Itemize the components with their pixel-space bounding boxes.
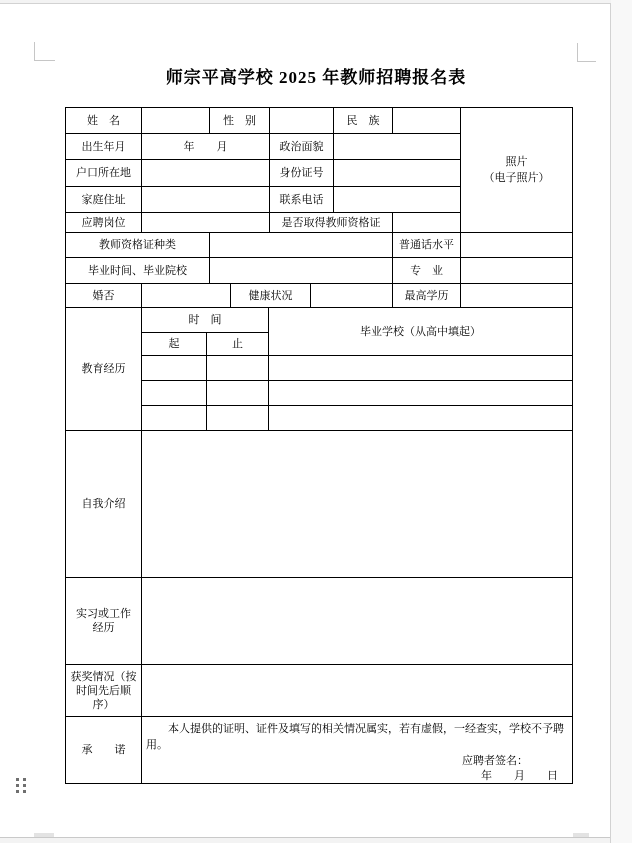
- phone-input-cell[interactable]: [334, 187, 461, 213]
- photo-label-line1: 照片: [505, 156, 528, 168]
- home-address-label: 家庭住址: [66, 187, 142, 213]
- birthdate-label: 出生年月: [66, 134, 142, 160]
- position-input-cell[interactable]: [142, 213, 270, 233]
- mandarin-level-input-cell[interactable]: [461, 233, 573, 258]
- application-form-table: [65, 107, 573, 784]
- applicant-signature-label: 应聘者签名：: [462, 755, 528, 767]
- signature-date-label: 年 月 日: [481, 770, 558, 782]
- cert-type-label: 教师资格证种类: [66, 233, 210, 258]
- margin-crop-mark-bottom-right: [573, 833, 589, 837]
- workspace-bottom-strip: [0, 838, 611, 843]
- phone-label: 联系电话: [270, 187, 334, 213]
- teacher-cert-input-cell[interactable]: [393, 213, 461, 233]
- id-number-input-cell[interactable]: [334, 160, 461, 187]
- education-time-header: 时 间: [142, 308, 269, 333]
- self-intro-input-cell[interactable]: [142, 431, 573, 578]
- education-from-header: 起: [142, 333, 207, 356]
- promise-content-cell[interactable]: [142, 717, 573, 784]
- edu-school-input-cell[interactable]: [269, 356, 573, 381]
- edu-to-input-cell[interactable]: [207, 381, 269, 406]
- footer-marker-dots-icon: [16, 778, 26, 793]
- home-address-input-cell[interactable]: [142, 187, 270, 213]
- page-title: 师宗平高学校 2025 年教师招聘报名表: [165, 68, 467, 87]
- promise-statement: 本人提供的证明、证件及填写的相关情况属实，若有虚假，一经查实，学校不予聘用。: [146, 723, 564, 751]
- edu-from-input-cell[interactable]: [142, 381, 207, 406]
- work-experience-input-cell[interactable]: [142, 578, 573, 665]
- awards-label: 获奖情况（按时间先后顺序）: [66, 665, 142, 717]
- gender-label: 性 别: [210, 108, 270, 134]
- mandarin-level-label: 普通话水平: [393, 233, 461, 258]
- ethnicity-label: 民 族: [334, 108, 393, 134]
- health-input-cell[interactable]: [311, 284, 393, 308]
- hukou-input-cell[interactable]: [142, 160, 270, 187]
- marital-status-input-cell[interactable]: [142, 284, 231, 308]
- margin-crop-mark-top-right: [577, 43, 596, 62]
- work-experience-label: 实习或工作经历: [66, 578, 142, 665]
- awards-input-cell[interactable]: [142, 665, 573, 717]
- birthdate-input-cell[interactable]: 年 月: [142, 134, 270, 160]
- margin-crop-mark-top-left: [34, 42, 55, 61]
- hukou-label: 户口所在地: [66, 160, 142, 187]
- edu-from-input-cell[interactable]: [142, 406, 207, 431]
- position-label: 应聘岗位: [66, 213, 142, 233]
- major-label: 专 业: [393, 258, 461, 284]
- teacher-cert-label: 是否取得教师资格证: [270, 213, 393, 233]
- marital-status-label: 婚否: [66, 284, 142, 308]
- promise-label: 承 诺: [66, 717, 142, 784]
- major-input-cell[interactable]: [461, 258, 573, 284]
- margin-crop-mark-bottom-left: [34, 833, 54, 837]
- photo-cell[interactable]: [461, 108, 573, 233]
- name-input-cell[interactable]: [142, 108, 210, 134]
- page-right-edge: [610, 3, 611, 843]
- ethnicity-input-cell[interactable]: [393, 108, 461, 134]
- education-to-header: 止: [207, 333, 269, 356]
- edu-to-input-cell[interactable]: [207, 356, 269, 381]
- edu-from-input-cell[interactable]: [142, 356, 207, 381]
- graduation-label: 毕业时间、毕业院校: [66, 258, 210, 284]
- degree-label: 最高学历: [393, 284, 461, 308]
- education-school-header: 毕业学校（从高中填起）: [269, 308, 573, 356]
- page-bottom-edge: [0, 837, 610, 838]
- edu-school-input-cell[interactable]: [269, 406, 573, 431]
- photo-label-line2: （电子照片）: [483, 172, 550, 184]
- name-label: 姓 名: [66, 108, 142, 134]
- workspace-right-strip: [611, 0, 632, 843]
- self-intro-label: 自我介绍: [66, 431, 142, 578]
- edu-to-input-cell[interactable]: [207, 406, 269, 431]
- education-section-label: 教育经历: [66, 308, 142, 431]
- gender-input-cell[interactable]: [270, 108, 334, 134]
- degree-input-cell[interactable]: [461, 284, 573, 308]
- edu-school-input-cell[interactable]: [269, 381, 573, 406]
- id-number-label: 身份证号: [270, 160, 334, 187]
- political-status-input-cell[interactable]: [334, 134, 461, 160]
- cert-type-input-cell[interactable]: [210, 233, 393, 258]
- graduation-input-cell[interactable]: [210, 258, 393, 284]
- page-top-edge: [0, 3, 610, 4]
- health-label: 健康状况: [231, 284, 311, 308]
- political-status-label: 政治面貌: [270, 134, 334, 160]
